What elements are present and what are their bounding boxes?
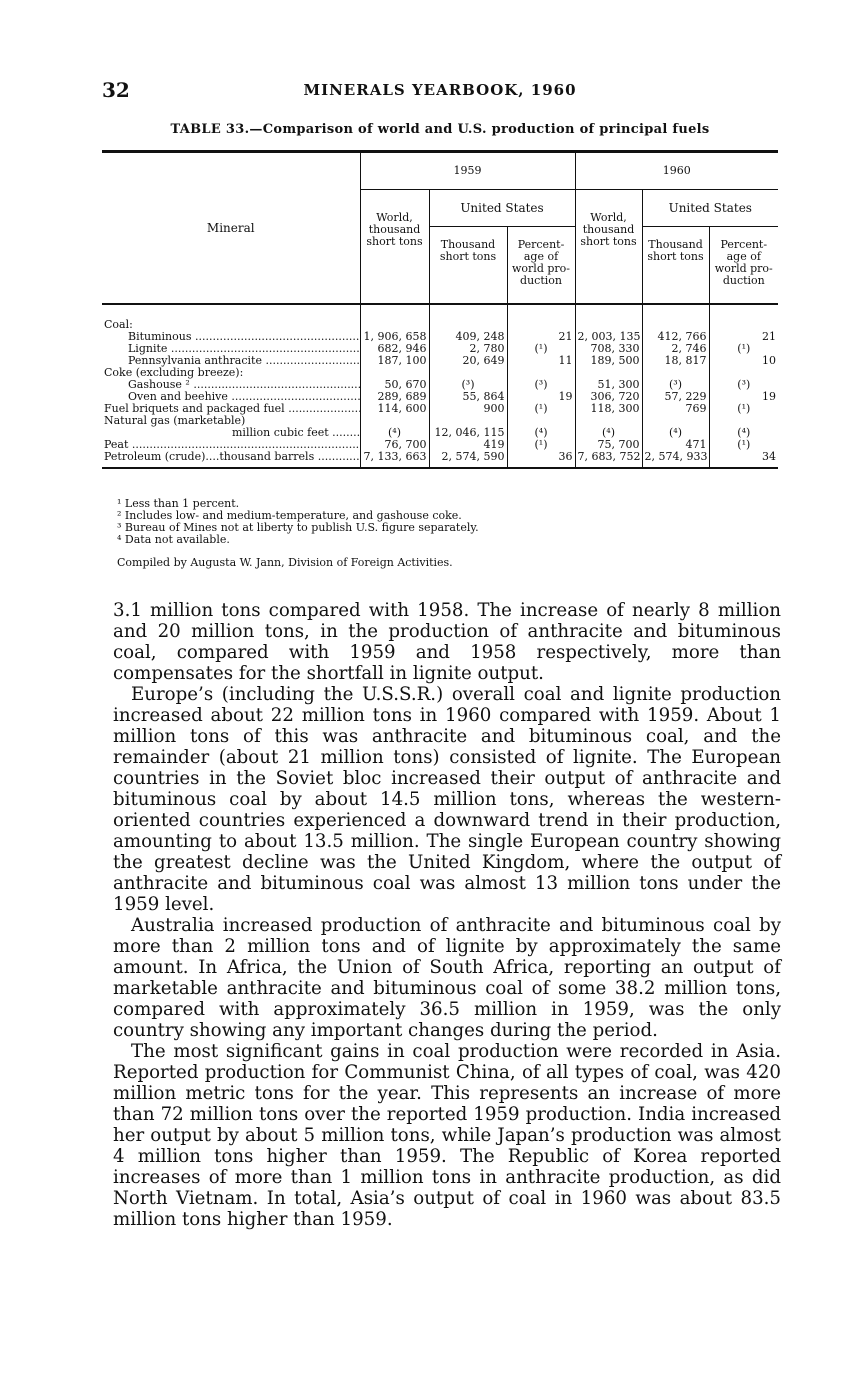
value-cell: 1, 906, 658 (360, 331, 429, 343)
us-1959-percentage-header: Percent- age of world pro- duction (507, 227, 575, 305)
value-cell: 2, 780 (429, 343, 507, 355)
page-number: 32 (102, 78, 130, 102)
compiled-by-note: Compiled by Augusta W. Jann, Division of Foreign Activities. (117, 556, 453, 569)
percentage-cell: 10 (709, 355, 778, 367)
table-head (102, 152, 778, 305)
value-cell: 75, 700 (575, 439, 642, 451)
row-label: Coke (excluding breeze): (104, 367, 244, 379)
percentage-cell: 19 (709, 391, 778, 403)
world-1959-header: World, thousand short tons (360, 190, 429, 305)
value-cell: (⁴) (575, 427, 642, 439)
value-cell: 50, 670 (360, 379, 429, 391)
percentage-cell: (¹) (709, 439, 778, 451)
table-row (102, 355, 778, 367)
percentage-cell: 21 (709, 331, 778, 343)
row-label: Coal: (104, 319, 133, 331)
percentage-cell: (¹) (507, 343, 575, 355)
row-label: Peat ..... (102, 439, 360, 451)
value-cell: (³) (429, 379, 507, 391)
value-cell: 55, 864 (429, 391, 507, 403)
table-row (102, 451, 778, 468)
footnotes (117, 498, 479, 546)
row-label: Petroleum (crude)....thousand barrels ..... (102, 451, 360, 468)
percentage-cell: (⁴) (709, 427, 778, 439)
percentage-cell: 11 (507, 355, 575, 367)
value-cell: 12, 046, 115 (429, 427, 507, 439)
footnote: ¹ Less than 1 percent. (117, 497, 240, 510)
percentage-cell: 34 (709, 451, 778, 468)
value-cell: 57, 229 (642, 391, 709, 403)
page-header (102, 78, 778, 102)
value-cell: 409, 248 (429, 331, 507, 343)
body-text (113, 600, 781, 1230)
value-cell: 289, 689 (360, 391, 429, 403)
percentage-cell: 19 (507, 391, 575, 403)
row-label: Gashouse ² ..... (102, 379, 360, 391)
us-1959-header: United States (429, 190, 575, 227)
value-cell: 18, 817 (642, 355, 709, 367)
value-cell: 187, 100 (360, 355, 429, 367)
year-1960-header: 1960 (575, 152, 778, 190)
value-cell: 900 (429, 403, 507, 415)
value-cell: 118, 300 (575, 403, 642, 415)
us-1959-thousand-header: Thousand short tons (429, 227, 507, 305)
percentage-cell: (¹) (709, 343, 778, 355)
percentage-cell: (¹) (709, 403, 778, 415)
table-row (102, 403, 778, 415)
percentage-cell: (³) (709, 379, 778, 391)
value-cell: (⁴) (360, 427, 429, 439)
value-cell: 2, 746 (642, 343, 709, 355)
value-cell: 2, 574, 590 (429, 451, 507, 468)
row-label: Pennsylvania anthracite ..... (102, 355, 360, 367)
paragraph: 3.1 million tons compared with 1958. The increase of nearly 8 million and 20 million tons, in the production of anthracite and bituminous coal, compared with 1959 and 1958 respectively, more than compensates for the shortfall in lignite output. (113, 600, 781, 684)
value-cell: 7, 133, 663 (360, 451, 429, 468)
us-1960-percentage-header: Percent- age of world pro- duction (709, 227, 778, 305)
value-cell: (⁴) (642, 427, 709, 439)
table-row (102, 427, 778, 439)
footnote: ⁴ Data not available. (117, 533, 230, 546)
row-label: Fuel briquets and packaged fuel ..... (102, 403, 360, 415)
value-cell: 20, 649 (429, 355, 507, 367)
table-row (102, 391, 778, 403)
footnote: ³ Bureau of Mines not at liberty to publish U.S. figure separately. (117, 521, 479, 534)
percentage-cell: (⁴) (507, 427, 575, 439)
percentage-cell: (¹) (507, 439, 575, 451)
row-label: Natural gas (marketable) (104, 415, 246, 427)
value-cell: 2, 574, 933 (642, 451, 709, 468)
footnote: ² Includes low- and medium-temperature, and gashouse coke. (117, 509, 462, 522)
percentage-cell: 36 (507, 451, 575, 468)
table-title: TABLE 33.—Comparison of world and U.S. production of principal fuels (170, 122, 710, 137)
running-title: MINERALS YEARBOOK, 1960 (303, 81, 577, 99)
value-cell: 769 (642, 403, 709, 415)
percentage-cell: 21 (507, 331, 575, 343)
row-label: million cubic feet ..... (102, 427, 360, 439)
paragraph: The most significant gains in coal production were recorded in Asia. Reported production for Communist China, of all types of coal, was 420 million metric tons for the year. This represents an increase of more than 72 million tons over the reported 1959 production. India increased her output by about 5 million tons, while Japan’s production was almost 4 million tons higher than 1959. The Republic of Korea reported increases of more than 1 million tons in anthracite production, as did North Vietnam. In total, Asia’s output of coal in 1960 was about 83.5 million tons higher than 1959. (113, 1041, 781, 1230)
value-cell: 7, 683, 752 (575, 451, 642, 468)
row-label: Bituminous ..... (102, 331, 360, 343)
world-1960-header: World, thousand short tons (575, 190, 642, 305)
us-1960-header: United States (642, 190, 778, 227)
value-cell: 306, 720 (575, 391, 642, 403)
percentage-cell: (¹) (507, 403, 575, 415)
percentage-cell: (³) (507, 379, 575, 391)
value-cell: 471 (642, 439, 709, 451)
row-label: Oven and beehive ..... (102, 391, 360, 403)
value-cell: 412, 766 (642, 331, 709, 343)
year-1959-header: 1959 (360, 152, 575, 190)
row-label: Lignite ..... (102, 343, 360, 355)
value-cell: 114, 600 (360, 403, 429, 415)
value-cell: 2, 003, 135 (575, 331, 642, 343)
us-1960-thousand-header: Thousand short tons (642, 227, 709, 305)
value-cell: 51, 300 (575, 379, 642, 391)
value-cell: 76, 700 (360, 439, 429, 451)
value-cell: 419 (429, 439, 507, 451)
paragraph: Australia increased production of anthracite and bituminous coal by more than 2 million tons and of lignite by approximately the same amount. In Africa, the Union of South Africa, reporting an output of marketable anthracite and bituminous coal of some 38.2 million tons, compared with approximately 36.5 million in 1959, was the only country showing any important changes during the period. (113, 915, 781, 1041)
paragraph: Europe’s (including the U.S.S.R.) overall coal and lignite production increased about 22 million tons in 1960 compared with 1959. About 1 million tons of this was anthracite and bituminous coal, and the remainder (about 21 million tons) consisted of lignite. The European countries in the Soviet bloc increased their output of anthracite and bituminous coal by about 14.5 million tons, whereas the western-oriented countries experienced a downward trend in their production, amounting to about 13.5 million. The single European country showing the greatest decline was the United Kingdom, where the output of anthracite and bituminous coal was almost 13 million tons under the 1959 level. (113, 684, 781, 915)
mineral-column-header: Mineral (102, 152, 360, 305)
value-cell: 189, 500 (575, 355, 642, 367)
value-cell: 708, 330 (575, 343, 642, 355)
table-body (102, 304, 778, 468)
value-cell: 682, 946 (360, 343, 429, 355)
fuels-table (102, 150, 778, 469)
value-cell: (³) (642, 379, 709, 391)
